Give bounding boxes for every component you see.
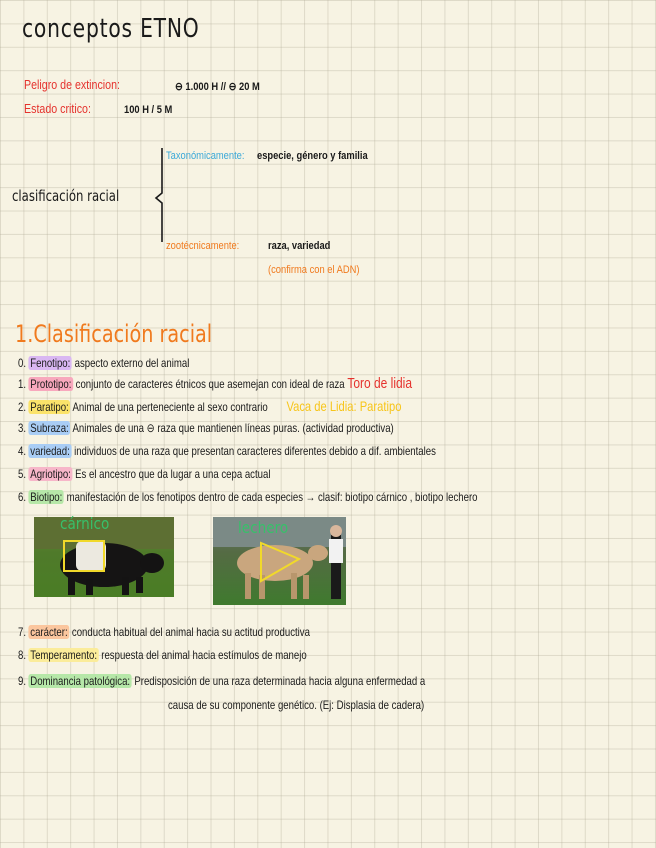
list-item	[18, 648, 307, 662]
list-item	[18, 444, 436, 458]
item-text: Animales de una ⊖ raza que mantienen líneas puras. (actividad productiva)	[72, 421, 394, 435]
item-text: Es el ancestro que da lugar a una cepa actual	[75, 467, 271, 481]
item-text-continuation: causa de su componente genético. (Ej: Displasia de cadera)	[168, 698, 425, 712]
taxo-value: especie, género y familia	[257, 150, 368, 162]
list-item	[18, 356, 189, 370]
item-term: Agriotipo:	[30, 467, 71, 481]
zoo-value: raza, variedad	[268, 240, 331, 252]
item-number: 5.	[18, 467, 27, 481]
item-term: carácter:	[30, 625, 68, 639]
item-number: 6.	[18, 490, 27, 504]
critico-label: Estado critico:	[24, 101, 91, 116]
item-text: Predisposición de una raza determinada hacia alguna enfermedad a	[134, 674, 426, 688]
item-number: 3.	[18, 421, 27, 435]
item-number: 9.	[18, 674, 27, 688]
list-item	[18, 375, 412, 392]
item-extra: Toro de lidia	[347, 375, 413, 392]
item-text: respuesta del animal hacia estímulos de manejo	[101, 648, 307, 662]
section-heading: 1.Clasificación racial	[15, 320, 213, 348]
item-term: Dominancia patológica:	[30, 674, 131, 688]
critico-value: 100 H / 5 M	[124, 104, 173, 116]
lechero-label: lechero	[238, 518, 289, 537]
classification-label: clasificación racial	[12, 187, 120, 205]
item-text: manifestación de los fenotipos dentro de cada especies → clasif: biotipo cárnico , biotipo lechero	[66, 490, 478, 504]
list-item	[18, 467, 270, 481]
carnico-label: cárnico	[60, 514, 110, 533]
page-title: conceptos ETNO	[22, 14, 200, 44]
item-term: Temperamento:	[30, 648, 97, 662]
list-item	[18, 398, 401, 414]
item-number: 7.	[18, 625, 27, 639]
list-item	[18, 674, 425, 688]
list-item	[18, 490, 478, 504]
peligro-value: ⊖ 1.000 H // ⊖ 20 M	[175, 81, 260, 93]
item-number: 4.	[18, 444, 27, 458]
list-item	[18, 421, 394, 435]
item-text: conjunto de caracteres étnicos que asemejan con ideal de raza	[75, 377, 345, 391]
item-text: aspecto externo del animal	[74, 356, 190, 370]
taxo-label: Taxonómicamente:	[166, 150, 245, 162]
zoo-note: (confirma con el ADN)	[268, 264, 360, 276]
zoo-label: zootécnicamente:	[166, 240, 240, 252]
item-number: 0.	[18, 356, 27, 370]
item-extra: Vaca de Lidia: Paratipo	[286, 398, 402, 414]
peligro-label: Peligro de extincion:	[24, 77, 121, 92]
item-text: conducta habitual del animal hacia su actitud productiva	[71, 625, 310, 639]
item-number: 1.	[18, 377, 27, 391]
item-text: Animal de una perteneciente al sexo contrario	[72, 400, 268, 414]
item-number: 2.	[18, 400, 27, 414]
item-term: variedad:	[30, 444, 70, 458]
item-number: 8.	[18, 648, 27, 662]
item-term: Prototipo:	[30, 377, 72, 391]
item-text: individuos de una raza que presentan caracteres diferentes debido a dif. ambientales	[74, 444, 436, 458]
list-item	[18, 625, 310, 639]
item-term: Biotipo:	[30, 490, 63, 504]
item-term: Subraza:	[30, 421, 69, 435]
item-term: Paratipo:	[30, 400, 69, 414]
item-term: Fenotipo:	[30, 356, 71, 370]
